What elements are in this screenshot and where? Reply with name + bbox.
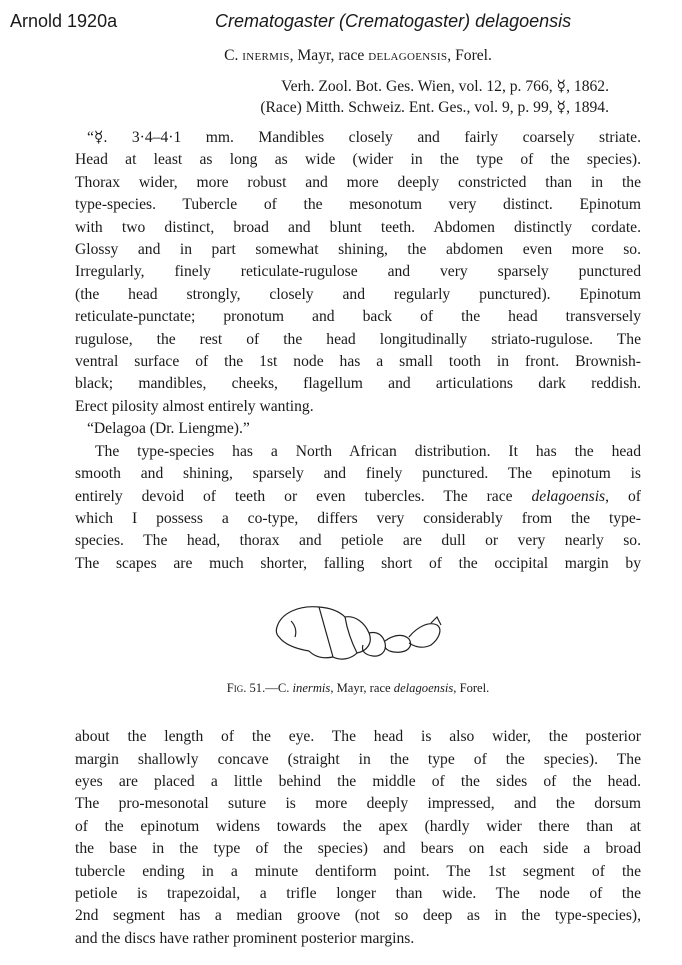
text-line: margin shallowly concave (straight in the type of the species). The: [75, 750, 641, 768]
text-line: smooth and shining, sparsely and finely punctured. The epinotum is: [75, 465, 641, 483]
species-heading: [75, 46, 641, 66]
figure-51: [75, 601, 641, 677]
caption-delagoensis: delagoensis: [393, 681, 454, 696]
text-line: type-species. Tubercle of the mesonotum very distinct. Epinotum: [75, 196, 641, 214]
figure-caption: [75, 681, 641, 696]
continuation-paragraph: [75, 726, 641, 950]
text-line: The pro-mesonotal suture is more deeply impressed, and the dorsum: [75, 795, 641, 813]
text-line: petiole is trapezoidal, a trifle longer than wide. The node of the: [75, 884, 641, 902]
banner-author: Arnold 1920a: [10, 11, 118, 31]
heading-middle: , Mayr, race: [289, 47, 369, 64]
text-line: 2nd segment has a median groove (not so deep as in the type-species),: [75, 907, 641, 925]
description-paragraph: [75, 127, 641, 575]
text-line: with two distinct, broad and blunt teeth. Abdomen distinctly cordate.: [75, 218, 641, 236]
text-line: Head at least as long as wide (wider in the type of the species).: [75, 151, 641, 169]
text-line: Thorax wider, more robust and more deeply constricted than in the: [75, 173, 641, 191]
text-line: eyes are placed a little behind the middle of the sides of the head.: [75, 772, 641, 790]
caption-mid: , Mayr, race: [330, 681, 394, 696]
text-line: “☿. 3·4–4·1 mm. Mandibles closely and fairly coarsely striate.: [87, 129, 641, 146]
caption-dash: —C.: [265, 681, 293, 696]
ant-outline-drawing: [271, 601, 447, 673]
caption-inermis: inermis: [292, 681, 331, 696]
text-line: [75, 486, 641, 508]
italic-taxon: delagoensis: [531, 487, 606, 505]
text-line: which I possess a co-type, differs very considerably from the type-: [75, 509, 641, 527]
references: [75, 76, 641, 118]
text-line: of the epinotum widens towards the apex (hardly wider there than at: [75, 817, 641, 835]
locality-line: “Delagoa (Dr. Liengme).”: [87, 420, 250, 438]
heading-prefix: C.: [224, 47, 243, 64]
text-line: Erect pilosity almost entirely wanting.: [75, 397, 314, 415]
text-line: reticulate-punctate; pronotum and back of the head transversely: [75, 308, 641, 326]
text-line: the base in the type of the species) and bears on each side a broad: [75, 840, 641, 858]
text-line: black; mandibles, cheeks, flagellum and articulations dark reddish.: [75, 375, 641, 393]
text-line: and the discs have rather prominent posterior margins.: [75, 929, 415, 947]
heading-suffix: , Forel.: [447, 47, 492, 64]
page-body: [75, 42, 641, 950]
caption-label: Fig. 51.: [226, 681, 266, 696]
heading-inermis: inermis: [242, 47, 290, 64]
text-fragment: entirely devoid of teeth or even tubercles. The race: [75, 487, 532, 505]
text-line: (the head strongly, closely and regularly punctured). Epinotum: [75, 285, 641, 303]
reference-line: (Race) Mitth. Schweiz. Ent. Ges., vol. 9, p. 99, ☿, 1894.: [260, 99, 609, 116]
caption-end: , Forel.: [453, 681, 490, 696]
text-line: The type-species has a North African distribution. It has the head: [95, 442, 641, 460]
text-line: rugulose, the rest of the head longitudinally striato-rugulose. The: [75, 330, 641, 348]
text-line: species. The head, thorax and petiole are dull or very nearly so.: [75, 532, 641, 550]
text-line: about the length of the eye. The head is also wider, the posterior: [75, 728, 641, 746]
banner-taxon: Crematogaster (Crematogaster) delagoensis: [215, 11, 572, 31]
heading-delagoensis: delagoensis: [368, 47, 448, 64]
text-line: Glossy and in part somewhat shining, the abdomen even more so.: [75, 241, 641, 259]
reference-line: Verh. Zool. Bot. Ges. Wien, vol. 12, p. 766, ☿, 1862.: [281, 78, 609, 95]
text-line: tubercle ending in a minute dentiform point. The 1st segment of the: [75, 862, 641, 880]
text-line: The scapes are much shorter, falling short of the occipital margin by: [75, 554, 641, 572]
text-line: ventral surface of the 1st node has a small tooth in front. Brownish-: [75, 353, 641, 371]
text-line: Irregularly, finely reticulate-rugulose and very sparsely punctured: [75, 263, 641, 281]
text-fragment: , of: [605, 487, 641, 505]
